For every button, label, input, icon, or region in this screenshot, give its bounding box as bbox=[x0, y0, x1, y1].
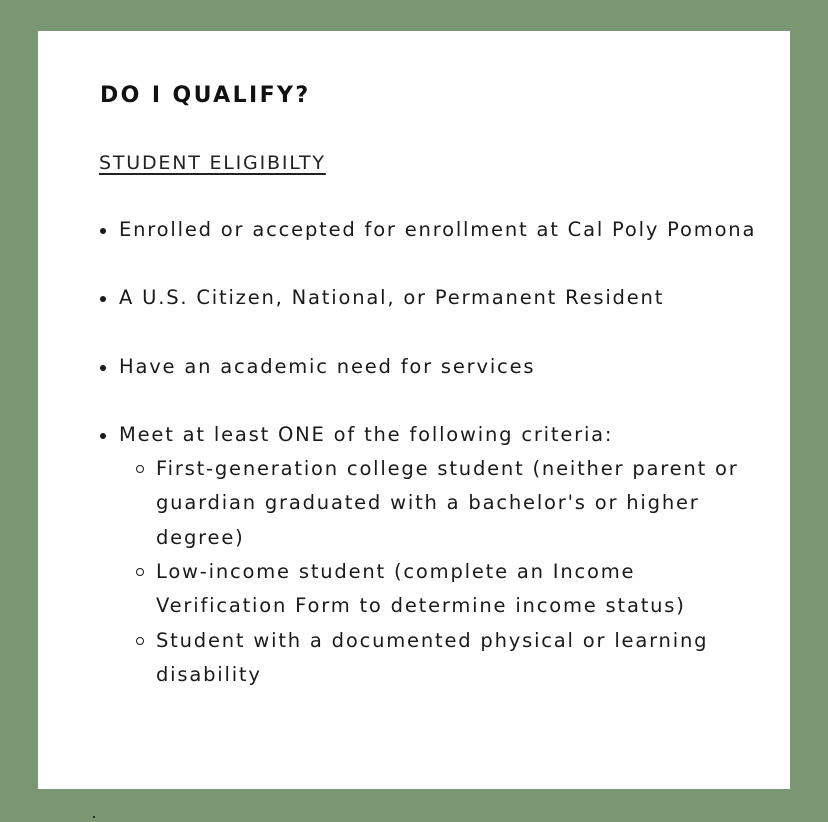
list-item-text: Enrolled or accepted for enrollment at Cal Poly Pomona bbox=[119, 218, 757, 241]
list-item bbox=[119, 281, 759, 315]
list-item-text: Meet at least ONE of the following criteria: bbox=[119, 422, 614, 446]
list-item bbox=[119, 213, 759, 247]
bullet-icon bbox=[100, 365, 106, 371]
hollow-bullet-icon bbox=[136, 465, 144, 473]
speck-mark bbox=[93, 816, 95, 818]
criteria-sublist bbox=[119, 452, 759, 692]
page-title: DO I QUALIFY? bbox=[100, 83, 311, 108]
sublist-item-text: Low-income student (complete an Income Verification Form to determine income status) bbox=[156, 560, 686, 618]
sublist-item bbox=[156, 452, 759, 555]
bullet-icon bbox=[100, 433, 106, 439]
hollow-bullet-icon bbox=[136, 637, 144, 645]
list-item bbox=[119, 418, 759, 692]
sublist-item-text: First-generation college student (neither parent or guardian graduated with a bachelor's or higher degree) bbox=[156, 457, 739, 549]
sublist-item bbox=[156, 624, 759, 693]
list-item-text: Have an academic need for services bbox=[119, 354, 536, 378]
section-heading: STUDENT ELIGIBILTY bbox=[99, 152, 326, 174]
eligibility-list bbox=[119, 213, 759, 692]
bullet-icon bbox=[100, 296, 106, 302]
sublist-item bbox=[156, 555, 759, 624]
list-item bbox=[119, 350, 759, 384]
list-item-text: A U.S. Citizen, National, or Permanent Resident bbox=[119, 286, 665, 310]
info-card bbox=[38, 31, 790, 789]
bullet-icon bbox=[100, 228, 106, 234]
hollow-bullet-icon bbox=[136, 568, 144, 576]
sublist-item-text: Student with a documented physical or learning disability bbox=[156, 628, 709, 686]
